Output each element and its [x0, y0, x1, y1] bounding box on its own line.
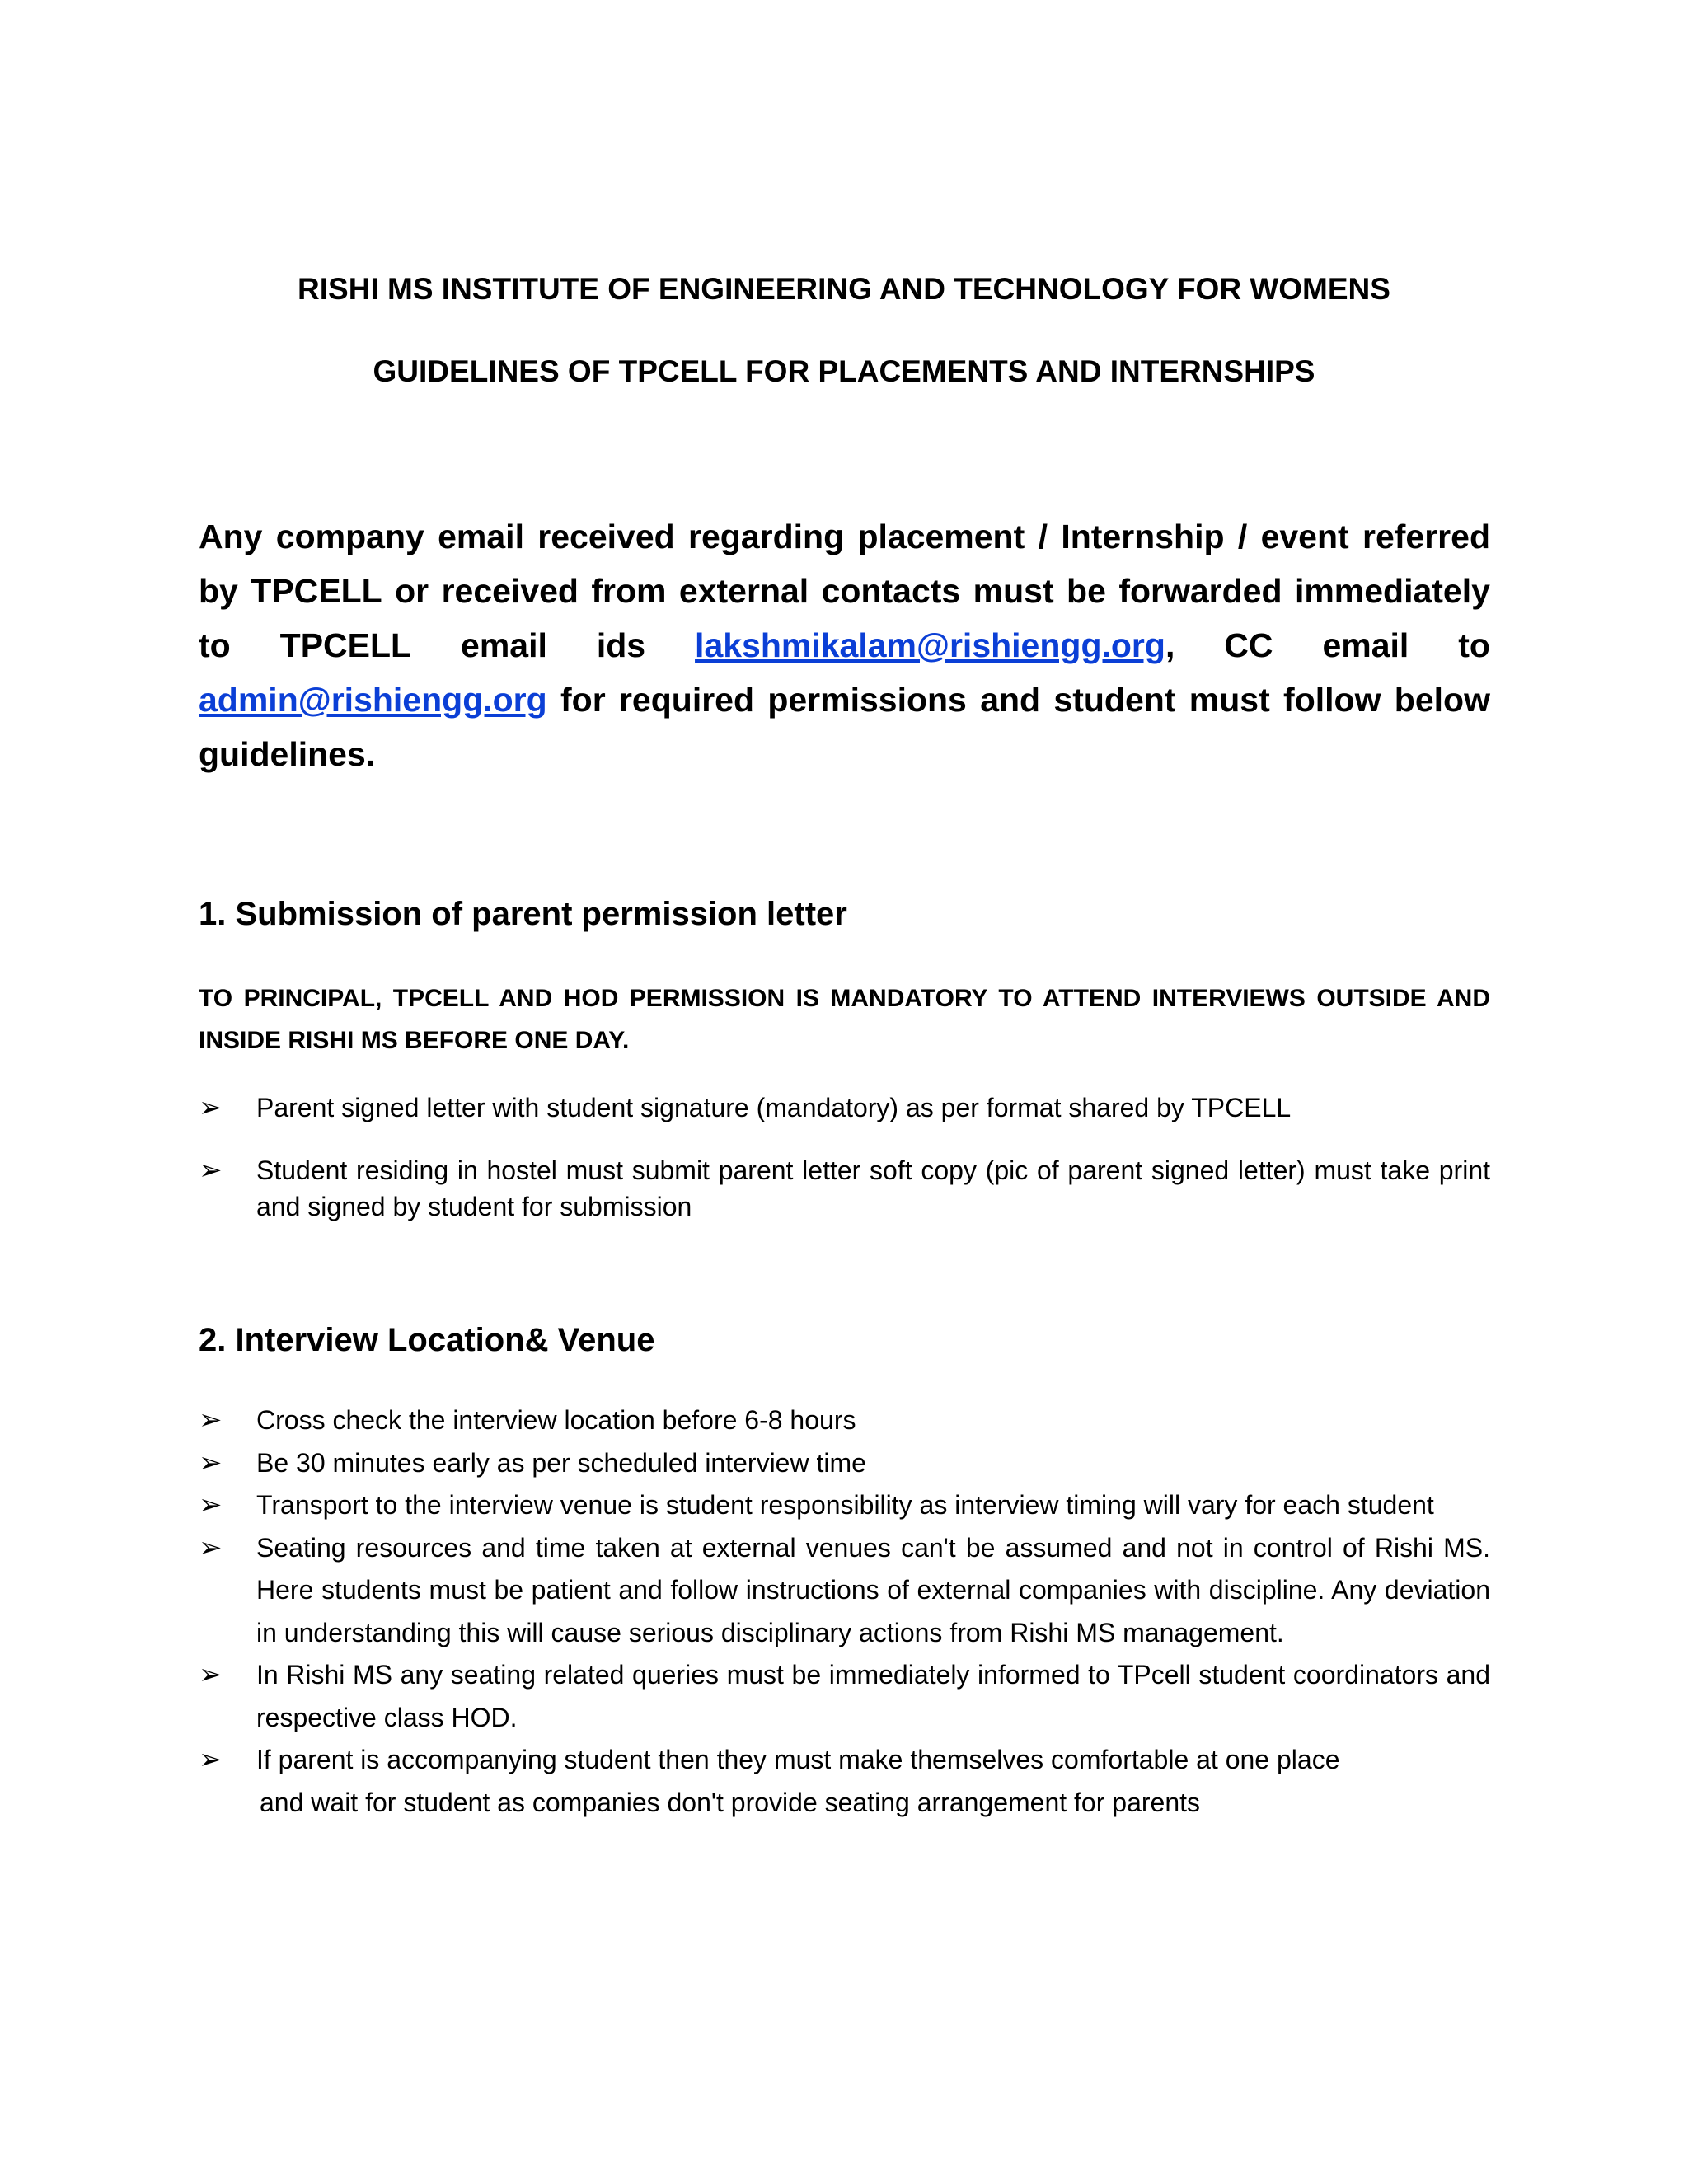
intro-word: email: [461, 626, 547, 664]
list-item: [199, 1739, 1490, 1824]
list-item-text: Cross check the interview location before 6-8 hours: [256, 1405, 856, 1435]
list-item-text: Transport to the interview venue is student responsibility as interview timing will vary for each student: [256, 1490, 1434, 1520]
intro-line: [199, 509, 1490, 564]
intro-word: contacts: [821, 572, 961, 610]
intro-line: [199, 673, 1490, 727]
list-item: [199, 1484, 1490, 1527]
section-heading-parent-permission: 1. Submission of parent permission letter: [199, 896, 847, 932]
intro-word: regarding: [688, 518, 845, 555]
intro-word: or: [395, 572, 429, 610]
intro-word: immediately: [1294, 572, 1490, 610]
arrowhead-bullet-icon: ➢: [199, 1404, 223, 1436]
intro-word: received: [441, 572, 579, 610]
intro-word: ids: [596, 626, 646, 664]
arrowhead-bullet-icon: ➢: [199, 1155, 223, 1186]
intro-word: /: [1038, 518, 1048, 555]
list-item: [199, 1442, 1490, 1485]
intro-word: external: [678, 572, 809, 610]
list-item-text: and wait for student as companies don't provide seating arrangement for parents: [260, 1787, 1200, 1817]
intro-word: from: [591, 572, 667, 610]
institute-title: RISHI MS INSTITUTE OF ENGINEERING AND TECHNOLOGY FOR WOMENS: [298, 272, 1390, 306]
list-item: [199, 1090, 1490, 1126]
section-heading-interview-venue: 2. Interview Location& Venue: [199, 1322, 655, 1358]
list-item-text: Parent signed letter with student signature (mandatory) as per format shared by TPCELL: [256, 1093, 1292, 1122]
guidelines-title: GUIDELINES OF TPCELL FOR PLACEMENTS AND INTERNSHIPS: [373, 354, 1315, 388]
list-item-text: If parent is accompanying student then they must make themselves comfortable at one place: [256, 1745, 1340, 1774]
intro-word: follow: [1283, 681, 1381, 719]
intro-line: [199, 564, 1490, 618]
primary-email-link[interactable]: lakshmikalam@rishiengg.org: [695, 626, 1165, 664]
intro-line: guidelines.: [199, 735, 376, 773]
comma: ,: [1165, 626, 1175, 664]
intro-word: event: [1260, 518, 1349, 555]
primary-email-group: [695, 618, 1175, 673]
list-item-text: Seating resources and time taken at external venues can't be assumed and not in control of Rishi MS. Here students must be patient and follow instructions of external companies with discipline. Any deviation in understanding this will cause serious disciplinary actions from Rishi MS management.: [256, 1532, 1490, 1647]
arrowhead-bullet-icon: ➢: [199, 1531, 223, 1563]
intro-word: Any: [199, 518, 263, 555]
intro-word: TPCELL: [251, 572, 382, 610]
intro-word: and: [980, 681, 1041, 719]
intro-word: received: [537, 518, 675, 555]
list-item: [199, 1152, 1490, 1225]
intro-line: [199, 618, 1490, 673]
intro-word: email: [438, 518, 524, 555]
intro-word: student: [1053, 681, 1176, 719]
list-item: [199, 1654, 1490, 1739]
parent-letter-list: [199, 1090, 1490, 1251]
intro-word: must: [973, 572, 1054, 610]
arrowhead-bullet-icon: ➢: [199, 1446, 223, 1479]
intro-word: be: [1067, 572, 1106, 610]
intro-word: CC: [1224, 626, 1273, 664]
arrowhead-bullet-icon: ➢: [199, 1092, 223, 1123]
intro-word: company: [275, 518, 424, 555]
intro-word: placement: [857, 518, 1025, 555]
intro-word: email: [1322, 626, 1409, 664]
intro-word: to: [1458, 626, 1490, 664]
intro-word: by: [199, 572, 238, 610]
intro-word: below: [1394, 681, 1490, 719]
intro-word: forwarded: [1118, 572, 1282, 610]
intro-word: required: [618, 681, 755, 719]
intro-word: for: [560, 681, 606, 719]
intro-word: Internship: [1061, 518, 1225, 555]
permission-notice: TO PRINCIPAL, TPCELL AND HOD PERMISSION IS MANDATORY TO ATTEND INTERVIEWS OUTSIDE AND INSIDE RISHI MS BEFORE ONE DAY.: [199, 985, 1490, 1054]
list-item-text: In Rishi MS any seating related queries must be immediately informed to TPcell student coordinators and respective class HOD.: [256, 1660, 1490, 1732]
intro-word: must: [1189, 681, 1270, 719]
arrowhead-bullet-icon: ➢: [199, 1744, 223, 1775]
arrowhead-bullet-icon: ➢: [199, 1489, 223, 1521]
intro-word: referred: [1362, 518, 1490, 555]
list-item: [199, 1399, 1490, 1442]
arrowhead-bullet-icon: ➢: [199, 1659, 223, 1690]
list-item-text: Be 30 minutes early as per scheduled interview time: [256, 1447, 866, 1478]
intro-word: TPCELL: [279, 626, 412, 664]
intro-word: permissions: [767, 681, 967, 719]
list-item-text: Student residing in hostel must submit parent letter soft copy (pic of parent signed letter) must take print and signed by student for submission: [256, 1155, 1490, 1221]
intro-word: to: [199, 626, 231, 664]
intro-word: /: [1237, 518, 1248, 555]
cc-email-link[interactable]: admin@rishiengg.org: [199, 681, 547, 719]
intro-paragraph: [199, 509, 1490, 781]
interview-venue-list: [199, 1399, 1490, 1824]
list-item: [199, 1527, 1490, 1655]
